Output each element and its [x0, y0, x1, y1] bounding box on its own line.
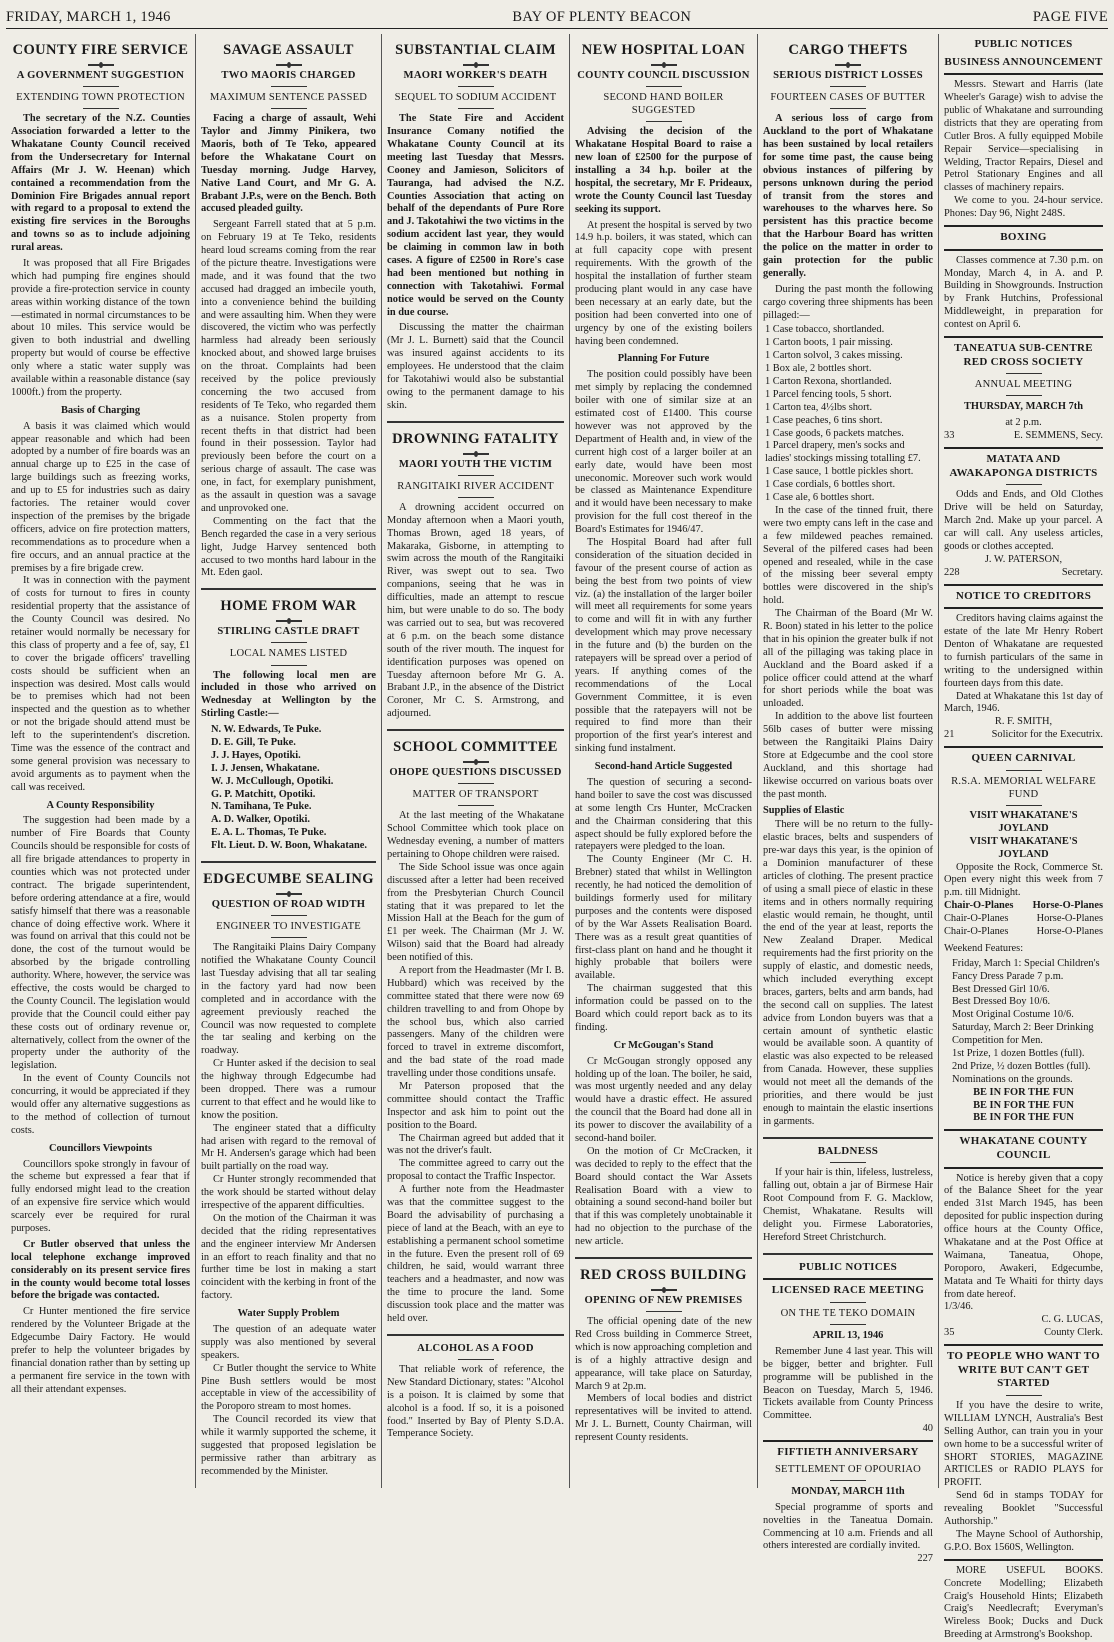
cargo-list [763, 324, 933, 504]
drown-headline: DROWNING FATALITY [392, 430, 559, 447]
story-separator [387, 729, 564, 731]
ornament-rule [463, 64, 489, 66]
fire-subhead-1: A GOVERNMENT SUGGESTION [16, 69, 185, 81]
list-item: 1 Carton solvol, 3 cakes missing. [765, 350, 903, 362]
divider [1006, 770, 1042, 771]
divider [1006, 395, 1042, 396]
matata-signature [944, 567, 1103, 580]
redcross-paragraph: The official opening date of the new Red Cross building in Commerce Street, which is now approaching completion and is of a highly attractive design and appearance, will take place on Saturday, March 9 at 2p.m. [575, 1316, 752, 1392]
redcross-headline: RED CROSS BUILDING [580, 1267, 747, 1284]
school-paragraph: Mr Paterson proposed that the committee should contact the Traffic Inspector and ask him to point out the position to the Board. [387, 1080, 564, 1131]
race-headline: LICENSED RACE MEETING [771, 1284, 925, 1297]
redcross-subhead-1: OPENING OF NEW PREMISES [584, 1295, 743, 1307]
edge-crosshead: Water Supply Problem [237, 1308, 340, 1320]
list-item: Best Dressed Boy 10/6. [952, 996, 1051, 1008]
fire-paragraph: Councillors spoke strongly in favour of the scheme but expressed a fear that if fully endorsed might lead to the creation of an expensive fire service which would scarcely ever be required for rural purposes. [11, 1158, 190, 1235]
column-3 [382, 34, 570, 1488]
claim-headline: SUBSTANTIAL CLAIM [395, 42, 556, 58]
edge-paragraph: The Council recorded its view that while it warmly supported the scheme, it suggested that proposed legislation be permissive rather than arbitrary as recommended by the Minister. [201, 1414, 376, 1477]
cargo-paragraph: There will be no return to the fully-elastic braces, belts and suspenders of pre-war days this year, is the opinion of a Dominion manufacturer of these articles of clothing. The present practice of using a small piece of elastic in these items and in others normally requiring elastic would remain, he thought, until the end of the year at least, reports the New Zealand Draper. Medical requirements had the first priority on the supply of elastic, and domestic needs, which included everything except braces, garters, belts and arm bands, had the second call on supplies. The latest advice from London buyers was that a certain amount of synthetic elastic would be available soon. A quantity of elastic was also expected to be released from Canada. However, these supplies would not meet all the demands of the priorities, and there would be just enough to maintain the elastic insertions in garments. [763, 819, 933, 1127]
divider [1006, 373, 1042, 374]
edge-subhead-1: QUESTION OF ROAD WIDTH [211, 898, 366, 910]
divider [271, 108, 307, 109]
bald-paragraph: If your hair is thin, lifeless, lustreless, falling out, obtain a jar of Birmese Hair Root Compound from F. G. Macklow, Chemist, Whakatane. Results will delight you. Firmese Laboratories, Hereford Street Christchurch. [763, 1167, 933, 1243]
ad-number: 21 [944, 729, 955, 741]
fire-paragraph: A basis it was claimed which would appear reasonable and which had been adopted by a number of fire boards was an annual charge up to £25 in the case of large buildings such as freezing works, and up to £5 for industries such as dairy factories. The retainer would cover inspection of the premises by the brigade officers, advice on fire protection matters, recommendations as to procedure when a fire occurs, and an annual practice at the premises by a fire brigade crew. [11, 420, 190, 574]
creditors-headline: NOTICE TO CREDITORS [955, 589, 1092, 602]
list-item: N. W. Edwards, Te Puke. [211, 724, 322, 736]
assault-subhead-1: TWO MAORIS CHARGED [221, 69, 356, 81]
fire-lead: The secretary of the N.Z. Counties Association forwarded a letter to the Whakatane County Council received from the Undersecretary for Internal Affairs (Mr J. W. Heenan) which contained a recommendation from the Dominion Fire Brigades annual report with regard to a proposal to extend the existing fire services in the Boroughs and towns so as to include adjoining rural areas. [11, 113, 190, 254]
divider [271, 937, 307, 938]
assault-subhead-2: MAXIMUM SENTENCE PASSED [209, 92, 368, 104]
list-item: 1 Carton Rexona, shortlanded. [765, 376, 892, 388]
carnival-weekend: Weekend Features: [944, 942, 1024, 954]
list-item: 1 Parcel drapery, men's socks and ladies' stockings missing totalling £7. [765, 440, 921, 465]
cargo-paragraph: During the past month the following cargo covering three shipments has been pillaged:— [763, 283, 933, 321]
hospital-paragraph: The position could possibly have been met simply by replacing the condemned boiler with one of similar size at an estimated cost of £1400. This course however was not approved by the Department of Health and, in view of the current high cost of a larger boiler at an early date, would have been most uneconomic. Moreover such work would be classed as Maintenance Expenditure and it would have been necessary to make provision for the full cost thereof in the Board's Estimates for 1946/47. [575, 369, 752, 536]
ride-left: Chair-O-Planes [944, 900, 1014, 912]
divider [83, 108, 119, 109]
list-item: Saturday, March 2: Beer Drinking Competition for Men. [952, 1022, 1094, 1047]
divider [458, 783, 494, 784]
divider [646, 121, 682, 122]
write-paragraph: If you have the desire to write, WILLIAM LYNCH, Australia's Best Selling Author, can train you in your own home to be a successful writer of SHORT STORIES, MAGAZINE ARTICLES or RADIO PLAYS for PROFIT. [944, 1400, 1103, 1489]
business-paragraph: Messrs. Stewart and Harris (late Wheeler's Garage) wish to advise the public of Whakatane and surrounding districts that they are operating from Cutler Bros. A fully equipped Mobile Repair Service—specialising in Welding, Tractor Repairs, Diesel and Petrol Stationary Engines and all classes of machinery repairs. [944, 79, 1103, 194]
business-headline: BUSINESS ANNOUNCEMENT [944, 55, 1103, 68]
divider [830, 1324, 866, 1325]
fire-crosshead: Basis of Charging [60, 404, 141, 416]
drown-subhead-2: RANGITAIKI RIVER ACCIDENT [397, 480, 554, 492]
divider [944, 336, 1103, 338]
ad-number: 35 [944, 1327, 955, 1339]
divider [271, 642, 307, 643]
county-date: 1/3/46. [944, 1301, 974, 1313]
list-item: D. E. Gill, Te Puke. [211, 736, 296, 748]
carnival-subhead: R.S.A. MEMORIAL WELFARE FUND [951, 775, 1096, 800]
war-lead: The following local men are included in those who arrived on Wednesday at Wellington by the Stirling Castle:— [201, 669, 376, 720]
carnival-rides [944, 900, 1103, 913]
taneatua-headline: TANEATUA SUB-CENTRE RED CROSS SOCIETY [954, 342, 1093, 368]
divider [763, 1278, 933, 1280]
matata-paragraph: Odds and Ends, and Old Clothes Drive will be held on Saturday, March 2nd. Make up your parcel. A car will call. Any useless articles, goods or clothes accepted. [944, 489, 1103, 552]
boxing-headline: BOXING [1000, 231, 1047, 244]
edge-paragraph: Cr Hunter strongly recommended that the work should be started without delay irrespective of the apparent difficulties. [201, 1174, 376, 1211]
story-separator [201, 861, 376, 863]
ride-left: Chair-O-Planes [944, 925, 1009, 937]
ad-number: 33 [944, 430, 955, 442]
list-item: Nominations on the grounds. [952, 1073, 1073, 1085]
fire-headline: COUNTY FIRE SERVICE [12, 42, 189, 58]
story-separator [387, 421, 564, 423]
ornament-rule [835, 64, 861, 66]
hospital-subhead-2: SECOND HAND BOILER SUGGESTED [603, 92, 724, 117]
ad-number: 40 [922, 1423, 933, 1435]
school-paragraph: The Chairman agreed but added that it was not the driver's fault. [387, 1132, 564, 1157]
carnival-fun: BE IN FOR THE FUN [973, 1086, 1074, 1098]
list-item: N. Tamihana, Te Puke. [211, 801, 312, 813]
divider [646, 1311, 682, 1312]
divider [1006, 805, 1042, 806]
divider [944, 447, 1103, 449]
assault-headline: SAVAGE ASSAULT [223, 42, 354, 58]
divider [458, 1359, 494, 1360]
divider [271, 86, 307, 87]
cargo-subhead-2: FOURTEEN CASES OF BUTTER [770, 92, 926, 104]
ride-left: Chair-O-Planes [944, 913, 1009, 925]
ornament-rule [463, 453, 489, 455]
ornament-rule [276, 64, 302, 66]
war-subhead-2: LOCAL NAMES LISTED [229, 648, 348, 660]
divider [944, 607, 1103, 609]
opouriao-date: MONDAY, MARCH 11th [791, 1485, 905, 1497]
divider [830, 1302, 866, 1303]
school-paragraph: A report from the Headmaster (Mr I. B. Hubbard) which was received by the committee stated that there were now 69 children travelling to and from Ohope by the school bus, which also carried passengers. Many of the children were forced to travel in extreme discomfort, and the bad state of the road made travelling under those conditions unsafe. [387, 964, 564, 1080]
signatory: R. F. SMITH, [994, 716, 1053, 728]
fire-paragraph: In the event of County Councils not concurring, it would be appreciated if they would offer any alternative suggestions as to the method of collection of turnout costs. [11, 1073, 190, 1136]
write-paragraph: The Mayne School of Authorship, G.P.O. Box 1560S, Wellington. [944, 1528, 1103, 1553]
paper-name: BAY OF PLENTY BEACON [512, 8, 692, 25]
divider [1006, 1395, 1042, 1396]
divider [944, 1129, 1103, 1131]
list-item: 1 Case ale, 6 bottles short. [765, 492, 875, 504]
county-paragraph: Notice is hereby given that a copy of the Balance Sheet for the year ended 31st March 1945, has been deposited for public inspection during office hours at the County Office, Whakatane and at the Post Office at Waimana, Taneatua, Ohope, Poroporo, Awakeri, Edgecumbe, Matata and Te Whaiti for thirty days from date hereof. [944, 1172, 1103, 1300]
signatory: E. SEMMENS, Secy. [1013, 430, 1103, 442]
list-item: 1 Case tobacco, shortlanded. [765, 324, 885, 336]
hospital-headline: NEW HOSPITAL LOAN [581, 42, 746, 58]
divider [944, 249, 1103, 251]
cargo-lead: A serious loss of cargo from Auckland to the port of Whakatane has been sustained by local retailers for some time past, the cause being obvious instances of pilfering by persons unknown during the period of transit from the stores and warehouses to the wharves here. So persistent has this practice become that the Harbour Board has written the police on the matter in order to gain protection for the public generally. [763, 113, 933, 279]
edge-paragraph: The Rangitaiki Plains Dairy Company notified the Whakatane County Council last Tuesday advising that all tar sealing in the factory yard had now been completed and in accordance with the agreement previously reached the Council was now requested to complete the tar sealing and kerbing on the roadway. [201, 942, 376, 1057]
school-paragraph: The committee agreed to carry out the proposal to contact the Traffic Inspector. [387, 1158, 564, 1183]
divider [458, 86, 494, 87]
column-4 [570, 34, 758, 1488]
alcohol-paragraph: That reliable work of reference, the New Standard Dictionary, states: "Alcohol is a poison. It is claimed by some that alcohol is a food. If so, it is a poisoned food." Inserted by Bay of Plenty S.D.A. Temperance Society. [387, 1364, 564, 1440]
column-5 [758, 34, 939, 1565]
cargo-paragraph: In the case of the tinned fruit, there were two empty cans left in the case and a few mildewed peaches remained. Several of the pilfered cases had been opened and resealed, while in the case of the missing beer several empty bottles were discovered in the ship's hold. [763, 504, 933, 607]
cargo-subhead-1: SERIOUS DISTRICT LOSSES [773, 69, 923, 81]
creditors-signature [944, 729, 1103, 742]
taneatua-date: THURSDAY, MARCH 7th [963, 401, 1084, 413]
school-subhead-2: MATTER OF TRANSPORT [412, 789, 539, 801]
fire-paragraph-bold: Cr Butler observed that unless the local telephone exchange improved considerably on its present service fires in the county would become total losses before the brigade was contacted. [11, 1238, 190, 1302]
carnival-rides [944, 926, 1103, 939]
hospital-paragraph: The question of securing a second-hand boiler to save the cost was discussed at some length Crs Hunter, McCracken and the Chairman considering that this aspect should be fully explored before the ratepayers were pledged to the loan. [575, 776, 752, 853]
ornament-rule [88, 64, 114, 66]
story-separator [387, 1334, 564, 1336]
race-subhead: ON THE TE TEKO DOMAIN [780, 1307, 916, 1319]
ornament-rule [276, 620, 302, 622]
race-date: APRIL 13, 1946 [812, 1330, 884, 1342]
list-item: 1 Case goods, 6 packets matches. [765, 427, 904, 439]
edge-headline: EDGECUMBE SEALING [203, 870, 374, 887]
divider [458, 497, 494, 498]
list-item: G. P. Matchitt, Opotiki. [211, 788, 316, 800]
write-headline: TO PEOPLE WHO WANT TO WRITE BUT CAN'T GET STARTED [946, 1350, 1101, 1390]
bald-headline: BALDNESS [817, 1144, 879, 1157]
edge-paragraph: The question of an adequate water supply was also mentioned by several speakers. [201, 1324, 376, 1361]
business-ad [944, 79, 1103, 221]
carnival-rides [944, 913, 1103, 926]
hospital-paragraph: The Hospital Board had after full consideration of the situation decided in favour of the present course of action as being the best from two points of view viz. (a) the installation of the larger boiler will meet all requirements for some years to come and will fit in with any further development which may prove necessary in the future and (b) the burden on the ratepayers will be spread over a period of years. If anything comes of the recommendations of the Local Government Committee, it is even possible that the ratepayers will not be required to find more than their proportion of the first year's interest and sinking fund instalment. [575, 536, 752, 755]
hospital-paragraph: The chairman suggested that this information could be passed on to the Board which could report back as to its finding. [575, 983, 752, 1033]
list-item: 1 Carton tea, 4½lbs short. [765, 401, 873, 413]
ad-number: 228 [944, 566, 960, 578]
list-item: 1 Case sauce, 1 bottle pickles short. [765, 466, 914, 478]
creditors-paragraph: Dated at Whakatane this 1st day of March, 1946. [944, 690, 1103, 715]
cargo-paragraph: The Chairman of the Board (Mr W. R. Boon) stated in his letter to the police that in his opinion the greater bulk if not all of the pillaging was taking place in Auckland and the Board asked if a police officer could attend at the wharf for short periods while the boat was unloaded. [763, 608, 933, 710]
divider [646, 86, 682, 87]
edge-paragraph: Cr Butler thought the service to White Pine Bush settlers would be most acceptable in view of the accessibility of the Poroporo stream to most homes. [201, 1362, 376, 1413]
fire-paragraph: Cr Hunter mentioned the fire service rendered by the Volunteer Brigade at the Edgecumbe Dairy Factory. He would prefer to help the volunteer brigades by financial donation rather than by setting up a permanent fire service in the town with all their attendant expenses. [11, 1306, 190, 1395]
ornament-rule [651, 64, 677, 66]
story-separator [201, 588, 376, 590]
taneatua-signature [944, 430, 1103, 443]
divider [830, 108, 866, 109]
redcross-paragraph: Members of local bodies and district representatives will be invited to attend. Mr J. L. Burnett, County Chairman, will represent County residents. [575, 1393, 752, 1444]
race-label: PUBLIC NOTICES [798, 1260, 898, 1273]
taneatua-subhead: ANNUAL MEETING [974, 379, 1073, 391]
list-item: J. J. Hayes, Opotiki. [211, 749, 301, 761]
list-item: E. A. L. Thomas, Te Puke. [211, 827, 327, 839]
newspaper-columns [6, 34, 1108, 1641]
divider [944, 584, 1103, 586]
ride-right: Horse-O-Planes [1032, 900, 1103, 912]
hospital-crosshead: Second-hand Article Suggested [594, 761, 733, 773]
drown-subhead-1: MAORI YOUTH THE VICTIM [398, 458, 553, 470]
school-paragraph: A further note from the Headmaster was that the committee suggest to the Board the advisability of purchasing a piece of land at the Beach, with an eye to establishing a permanent school sometime in the future. Even the present roll of 69 children, he said, would warrant three teachers and a headmaster, and now was the time to procure the land. Some discussion took place and the matter was held over. [387, 1184, 564, 1325]
list-item: Most Original Costume 10/6. [952, 1009, 1074, 1021]
fire-paragraph: It was in connection with the payment of costs for turnout to fires in county residential property that the assistance of the County Council was desired. No retainer would normally be necessary for this class of property and a fee of, say, £1 to cover the brigade officers' travelling costs should be sufficient when an inspection was desired. Most calls would be to premises which had not been inspected and the question as to whether or not the brigade should attend must be left to the superintendent's discretion. Time was the essence of the contract and some general provision was necessary to avoid arguments as to payment when the call was received. [11, 575, 190, 793]
ornament-rule [463, 761, 489, 763]
signatory: C. G. LUCAS, [1041, 1314, 1103, 1326]
hospital-paragraph: Cr McGougan strongly opposed any holding up of the loan. The boiler, he said, was most urgently needed and any delay would have a drastic effect. He assured the council that the Board had done all in its power to discover the availability of a second-hand boiler. [575, 1055, 752, 1145]
carnival-fun: BE IN FOR THE FUN [973, 1099, 1074, 1111]
divider [944, 746, 1103, 748]
hospital-crosshead: Cr McGougan's Stand [613, 1039, 714, 1051]
page-number: PAGE FIVE [1032, 8, 1108, 25]
hospital-crosshead: Planning For Future [617, 353, 710, 365]
county-signature [944, 1327, 1103, 1340]
list-item: 2nd Prize, ½ dozen Bottles (full). [952, 1060, 1091, 1072]
fire-paragraph: The suggestion had been made by a number of Fire Boards that County Councils should be responsible for costs of all fire brigade attendances to property in counties which was not protected under contract. The brigade superintendent, before ordering attendance at a fire, would satisfy himself that there was a reasonable chance of doing effective work. Where it was found on arrival that this could not be done, the cost of the turnout would be absorbed by the brigade controlling authority. Where, however, the service was effective, the costs would be charged to the County Council. The legislation would provide that the Council could either pay these costs out of ordinary revenue or, alternatively, collect from the owner of the property under the authority of the legislation. [11, 815, 190, 1072]
hospital-paragraph: At present the hospital is served by two 14.9 h.p. boilers, it was stated, which can at full capacity cope with present requirements. With the growth of the hospital the installation of further steam producing plant would in any case have been necessary at an early date, but the position had been converted into one of urgency by one of the existing boilers having been condemned. [575, 219, 752, 347]
carnival-headline: QUEEN CARNIVAL [971, 752, 1076, 765]
signatory-title: County Clerk. [1044, 1327, 1103, 1339]
ride-right: Horse-O-Planes [1036, 925, 1103, 937]
signatory-title: Secretary. [1061, 566, 1103, 578]
notices-label: PUBLIC NOTICES [974, 38, 1073, 50]
opouriao-headline: FIFTIETH ANNIVERSARY [777, 1446, 919, 1459]
assault-lead: Facing a charge of assault, Wehi Taylor and Jimmy Pinikera, two Maoris, both of Te Teko, appeared before the Whakatane Court on Tuesday morning. Judge Harvey, Native Land Court, and Mr G. A. Brabant J.P.s, were on the Bench. Both accused pleaded guilty. [201, 113, 376, 215]
carnival-features [944, 958, 1103, 1087]
claim-subhead-1: MAORI WORKER'S DEATH [403, 69, 548, 81]
fire-crosshead: Councillors Viewpoints [48, 1142, 153, 1154]
divider [944, 1167, 1103, 1169]
divider [944, 1559, 1103, 1561]
hospital-lead: Advising the decision of the Whakatane Hospital Board to raise a new loan of £2500 for the purpose of installing a 34 h.p. boiler at the hospital, the secretary, Mr F. Prideaux, wrote the County Council last Tuesday seeking its support. [575, 126, 752, 215]
divider [830, 1162, 866, 1163]
column-2 [196, 34, 382, 1488]
divider [763, 1440, 933, 1442]
issue-date: FRIDAY, MARCH 1, 1946 [6, 8, 171, 25]
list-item: 1 Case peaches, 6 tins short. [765, 414, 883, 426]
divider [944, 225, 1103, 227]
claim-subhead-2: SEQUEL TO SODIUM ACCIDENT [394, 92, 557, 104]
war-names-list [211, 724, 376, 853]
cargo-crosshead: Supplies of Elastic [763, 805, 845, 817]
county-headline: WHAKATANE COUNTY COUNCIL [959, 1135, 1088, 1161]
hospital-subhead-1: COUNTY COUNCIL DISCUSSION [577, 69, 750, 81]
war-subhead-1: STIRLING CASTLE DRAFT [217, 626, 360, 638]
divider [458, 805, 494, 806]
opouriao-subhead: SETTLEMENT OF OPOURIAO [774, 1463, 922, 1475]
edge-paragraph: On the motion of the Chairman it was decided that the riding representatives and the engineer interview Mr Andersen in an effort to reach finality and that no further time be lost in making a start coincident with the kerbing in front of the factory. [201, 1212, 376, 1302]
list-item: Best Dressed Girl 10/6. [952, 983, 1050, 995]
school-paragraph: At the last meeting of the Whakatane School Committee which took place on Wednesday evening, a number of matters pertaining to Ohope children were raised. [387, 810, 564, 860]
assault-paragraph: Sergeant Farrell stated that at 5 p.m. on February 19 at Te Teko, residents heard loud screams coming from the rear of the picture theatre. Investigations were made, and it was found that the two accused had dragged an imbecile youth, into a convenience behind the building and were assaulting him. When they were discovered, the victim who was perfectly harmless had already been seriously knocked about, and showed large bruises on the throat. Complaints had been received by the police previously concerning the two accused from residents of Te Teko, who regarded them as a nuisance. Stolen property from recent thefts in that district had been found in their possession. Taylor had previously been before the court on a serious charge of assault. The case was one, in fact, for exemplary punishment, as the assault in question was a savage and unprovoked one. [201, 219, 376, 514]
claim-lead: The State Fire and Accident Insurance Comany notified the Whakatane County Council at its meeting last Tuesday that Messrs. Cooney and Jamieson, Solicitors of Tauranga, had advised the N.Z. Counties Association that acting on behalf of the dependants of Pure Rore and J. Takotahiwi the two victims in the sodium accident last year, they would be claiming in common law in both cases. A figure of £2500 in Rore's case had been mentioned but nothing in connection with Takotahiwi. Formal notice would be served on the County in due course. [387, 113, 564, 318]
ride-right: Horse-O-Planes [1036, 913, 1103, 925]
divider [944, 73, 1103, 75]
business-paragraph: We come to you. 24-hour service. Phones: Day 96, Night 248S. [944, 195, 1103, 220]
edge-paragraph: Cr Hunter asked if the decision to seal the highway through Edgecumbe had been dropped. There was a rumour current to that effect and he would like to know the position. [201, 1058, 376, 1121]
carnival-paragraph: Opposite the Rock, Commerce St. Open every night this week from 7 p.m. till Midnight. [944, 861, 1103, 899]
ad-number: 227 [917, 1553, 933, 1565]
cargo-paragraph: In addition to the above list fourteen 56lb cases of butter were missing between the Rangitaiki Plains Dairy Store at Edgecumbe and the cool store Auckland, and this shortage had likewise occurred on various boats over the past month. [763, 711, 933, 800]
war-headline: HOME FROM WAR [220, 598, 357, 615]
drown-paragraph: A drowning accident occurred on Monday afternoon when a Maori youth, Thomas Brown, aged 18 years, of Makaraka, Gisborne, in attempting to swim across the mouth of the Rangitaiki River, was swept out to sea. Two companions, seeing that he was in difficulties, made an attempt to rescue him, but were unable to do so. The body was carried out to sea, but was recovered at 6 p.m. on the beach some distance south of the river mouth. The inquest for identification purposes was opened on Tuesday afternoon before Mr G. A. Brabant J.P., in the absence of the District Coroner, Mr C. S. Armstrong, and adjourned. [387, 501, 564, 720]
taneatua-time: at 2 p.m. [1005, 417, 1042, 429]
assault-paragraph: Commenting on the fact that the Bench regarded the case in a very serious light, Judge Harvey sentenced both accused to two months hard labour in the Mt. Eden gaol. [201, 515, 376, 579]
divider [271, 665, 307, 666]
hospital-paragraph: The County Engineer (Mr C. H. Brebner) stated that whilst in Wellington recently, he had noticed the demolition of buildings formerly used for military purposes and the contents were disposed of by the War Assets Realisation Board. There was as a result great quantities of first-class plant on hand and he thought it highly probable that boilers were available. [575, 854, 752, 982]
opouriao-paragraph: Special programme of sports and novelties in the Taneatua Domain. Commencing at 10 a.m. Friends and all others interested are cordially invited. [763, 1501, 933, 1552]
school-subhead-1: OHOPE QUESTIONS DISCUSSED [389, 767, 562, 779]
signatory-title: Solicitor for the Executrix. [991, 729, 1103, 741]
carnival-visit: VISIT WHAKATANE'S JOYLAND [969, 835, 1078, 860]
divider [458, 108, 494, 109]
list-item: Flt. Lieut. D. W. Boon, Whakatane. [211, 840, 367, 852]
matata-headline: MATATA AND AWAKAPONGA DISTRICTS [949, 453, 1098, 479]
story-separator [763, 1253, 933, 1255]
list-item: A. D. Walker, Opotiki. [211, 814, 311, 826]
boxing-paragraph: Classes commence at 7.30 p.m. on Monday, March 4, in A. and P. Building in Showgrounds. Instruction by Frank Hutchins, Professional Middleweight, in preparation for contest on April 6. [944, 254, 1103, 331]
list-item: I. J. Jensen, Whakatane. [211, 762, 320, 774]
edge-subhead-2: ENGINEER TO INVESTIGATE [216, 921, 361, 933]
divider [458, 475, 494, 476]
school-paragraph: The Side School issue was once again discussed after a letter had been received from the Presbyterian Church Council stating that it was prepared to let the Mission Hall at the Beach for the gum of £1 per week. The Chairman (Mr J. W. Wilson) said that the Board had already been notified of this. [387, 861, 564, 964]
divider [944, 1344, 1103, 1346]
carnival-visit: VISIT WHAKATANE'S JOYLAND [969, 809, 1078, 834]
cargo-headline: CARGO THEFTS [788, 42, 908, 58]
books-paragraph: MORE USEFUL BOOKS. Concrete Modelling; Elizabeth Craig's Household Hints; Elizabeth Craig's Needlecraft; Everyman's Wireless Book; Ducks and Duck Breeding at Armstrong's Bookshop. [944, 1564, 1103, 1641]
masthead [6, 6, 1108, 29]
fire-subhead-2: EXTENDING TOWN PROTECTION [16, 92, 185, 104]
signatory: J. W. PATERSON, [984, 553, 1063, 565]
race-paragraph: Remember June 4 last year. This will be bigger, better and brighter. Full programme will be published in the Beacon on Tuesday, March 5, 1946. Tickets available from County Princess Committee. [763, 1345, 933, 1422]
list-item: 1 Case cordials, 6 bottles short. [765, 479, 896, 491]
divider [83, 86, 119, 87]
hospital-paragraph: On the motion of Cr McCracken, it was decided to reply to the effect that the Board should contact the War Assets Realisation Board with a view to obtaining a sound second-hand boiler but that if this was completely unobtainable it had no objection to the purchase of the new article. [575, 1145, 752, 1248]
school-headline: SCHOOL COMMITTEE [393, 739, 558, 756]
divider [271, 915, 307, 916]
column-1 [6, 34, 196, 1488]
carnival-fun: BE IN FOR THE FUN [973, 1112, 1074, 1124]
claim-paragraph: Discussing the matter the chairman (Mr J. L. Burnett) said that the Council was insured against accidents to its employees. He understood that the claim for Takotahiwi would also be substantial owing to the permanent damage to his skin. [387, 322, 564, 411]
divider [830, 1480, 866, 1481]
list-item: 1 Box ale, 2 bottles short. [765, 363, 872, 375]
list-item: 1 Carton boots, 1 pair missing. [765, 337, 893, 349]
list-item: W. J. McCullough, Opotiki. [211, 775, 334, 787]
list-item: Friday, March 1: Special Children's Fancy Dress Parade 7 p.m. [952, 957, 1100, 982]
ornament-rule [276, 893, 302, 895]
story-separator [763, 1137, 933, 1139]
alcohol-headline: ALCOHOL AS A FOOD [417, 1342, 534, 1354]
divider [830, 86, 866, 87]
creditors-paragraph: Creditors having claims against the estate of the late Mr Henry Robert Denton of Whakatane are requested to furnish particulars of the same in writing to the undersigned within fourteen days from this date. [944, 613, 1103, 689]
column-6-public-notices [939, 34, 1108, 1641]
fire-crosshead: A County Responsibility [46, 799, 155, 811]
fire-paragraph: It was proposed that all Fire Brigades which had pumping fire engines should provide a fire-protection service in county areas within working distance of the town—estimated in normal circumstances to be about 10 miles. This service would be given to both industrial and dwelling property but would of course be effective only where a static water supply was available within a reasonable distance (say 1000ft.) from the property. [11, 258, 190, 398]
edge-paragraph: The engineer stated that a difficulty had arisen with regard to the removal of Mr H. Andersen's garage which had been built partially on the road way. [201, 1122, 376, 1173]
write-paragraph: Send 6d in stamps TODAY for revealing Booklet "Successful Authorship." [944, 1490, 1103, 1528]
ornament-rule [651, 1289, 677, 1291]
divider [1006, 484, 1042, 485]
list-item: 1 Parcel fencing tools, 5 short. [765, 388, 892, 400]
story-separator [575, 1257, 752, 1259]
list-item: 1st Prize, 1 dozen Bottles (full). [952, 1047, 1085, 1059]
